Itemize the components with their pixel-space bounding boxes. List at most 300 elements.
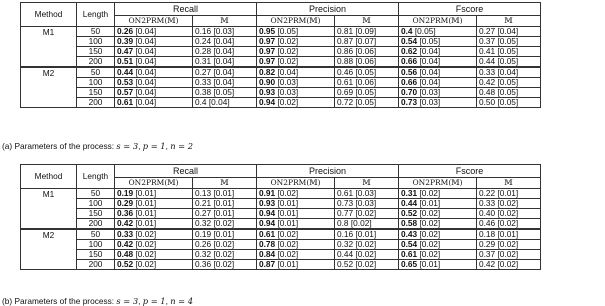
- value-cell: [257, 88, 335, 98]
- value-mean: 0.39: [117, 36, 134, 47]
- value-mean: 0.46: [479, 218, 496, 229]
- value-mean: 0.42: [117, 239, 134, 250]
- value-cell: [477, 37, 541, 47]
- value-sd: [0.05]: [497, 77, 519, 88]
- value-sd: [0.01]: [277, 259, 299, 270]
- value-cell: [399, 47, 477, 57]
- value-cell: [115, 260, 193, 270]
- value-cell: [115, 209, 193, 219]
- value-mean: 0.56: [401, 67, 418, 78]
- length-cell: 150: [77, 88, 115, 98]
- value-sd: [0.04]: [213, 56, 235, 67]
- value-mean: 0.27: [195, 208, 212, 219]
- table-row: [21, 88, 541, 98]
- value-sd: [0.04]: [135, 97, 157, 108]
- value-cell: [399, 260, 477, 270]
- value-mean: 0.44: [117, 67, 134, 78]
- value-sd: [0.04]: [135, 36, 157, 47]
- value-mean: 0.70: [401, 87, 418, 98]
- value-mean: 0.84: [259, 249, 276, 260]
- value-mean: 0.24: [195, 36, 212, 47]
- value-sd: [0.04]: [135, 87, 157, 98]
- value-mean: 0.26: [195, 239, 212, 250]
- table-row: [21, 78, 541, 88]
- value-sd: [0.05]: [497, 36, 519, 47]
- value-mean: 0.47: [117, 46, 134, 57]
- results-table-a: [20, 2, 541, 108]
- value-sd: [0.01]: [135, 218, 157, 229]
- value-cell: [115, 240, 193, 250]
- value-mean: 0.13: [195, 188, 212, 199]
- value-mean: 0.97: [259, 36, 276, 47]
- value-cell: [477, 57, 541, 68]
- value-sd: [0.02]: [350, 218, 372, 229]
- value-mean: 0.29: [479, 239, 496, 250]
- value-sd: [0.04]: [497, 67, 519, 78]
- value-cell: [399, 229, 477, 240]
- table-row: [21, 240, 541, 250]
- value-sd: [0.01]: [135, 208, 157, 219]
- header-row: [21, 165, 541, 178]
- value-sd: [0.06]: [355, 56, 377, 67]
- metric-group-header: Recall: [115, 3, 257, 16]
- model-subheader: 𝕄: [193, 16, 257, 27]
- value-cell: [193, 199, 257, 209]
- value-cell: [257, 240, 335, 250]
- value-cell: [335, 250, 399, 260]
- value-cell: [193, 57, 257, 68]
- length-cell: 100: [77, 78, 115, 88]
- table-row: [21, 37, 541, 47]
- method-cell: M2: [21, 67, 77, 108]
- value-cell: [335, 88, 399, 98]
- value-sd: [0.01]: [213, 188, 235, 199]
- value-cell: [477, 219, 541, 230]
- value-sd: [0.02]: [277, 239, 299, 250]
- value-sd: [0.02]: [419, 208, 441, 219]
- value-sd: [0.04]: [419, 56, 441, 67]
- length-cell: 50: [77, 67, 115, 78]
- caption-b-n: n = 4: [170, 296, 194, 306]
- value-mean: 0.33: [117, 229, 134, 240]
- value-mean: 0.66: [401, 56, 418, 67]
- value-cell: [477, 189, 541, 199]
- value-mean: 0.28: [195, 46, 212, 57]
- value-mean: 0.78: [259, 239, 276, 250]
- value-mean: 0.61: [117, 97, 134, 108]
- value-cell: [477, 78, 541, 88]
- value-sd: [0.02]: [277, 229, 299, 240]
- length-cell: 200: [77, 57, 115, 68]
- value-sd: [0.04]: [419, 77, 441, 88]
- value-sd: [0.02]: [135, 239, 157, 250]
- model-subheader: 𝕄: [477, 178, 541, 189]
- value-mean: 0.51: [117, 56, 134, 67]
- value-cell: [115, 189, 193, 199]
- table-row: [21, 27, 541, 37]
- table-row: [21, 199, 541, 209]
- value-cell: [257, 199, 335, 209]
- length-cell: 150: [77, 250, 115, 260]
- results-table-b: [20, 164, 541, 270]
- value-mean: 0.97: [259, 56, 276, 67]
- value-cell: [399, 189, 477, 199]
- value-sd: [0.01]: [277, 198, 299, 209]
- metric-group-header: Fscore: [399, 3, 541, 16]
- value-mean: 0.41: [479, 46, 496, 57]
- value-sd: [0.01]: [277, 208, 299, 219]
- value-cell: [477, 209, 541, 219]
- value-sd: [0.05]: [497, 46, 519, 57]
- value-sd: [0.01]: [135, 198, 157, 209]
- length-cell: 150: [77, 209, 115, 219]
- value-mean: 0.44: [337, 249, 354, 260]
- value-sd: [0.06]: [355, 46, 377, 57]
- value-cell: [257, 209, 335, 219]
- value-cell: [257, 78, 335, 88]
- value-sd: [0.01]: [497, 188, 519, 199]
- value-mean: 0.97: [259, 46, 276, 57]
- value-mean: 0.54: [401, 239, 418, 250]
- value-mean: 0.93: [259, 198, 276, 209]
- value-cell: [399, 209, 477, 219]
- value-cell: [399, 78, 477, 88]
- value-sd: [0.03]: [277, 77, 299, 88]
- value-mean: 0.77: [337, 208, 354, 219]
- value-mean: 0.48: [479, 87, 496, 98]
- value-mean: 0.65: [401, 259, 418, 270]
- value-mean: 0.18: [479, 229, 496, 240]
- caption-b-prefix: (b) Parameters of the process:: [2, 296, 117, 306]
- value-cell: [193, 88, 257, 98]
- model-subheader: 𝕄: [193, 178, 257, 189]
- value-sd: [0.02]: [213, 239, 235, 250]
- value-sd: [0.03]: [355, 188, 377, 199]
- caption-b-p: p = 1: [142, 296, 166, 306]
- value-sd: [0.04]: [135, 26, 157, 37]
- value-sd: [0.04]: [213, 36, 235, 47]
- value-cell: [335, 229, 399, 240]
- length-header: Length: [77, 165, 115, 189]
- value-sd: [0.02]: [419, 218, 441, 229]
- value-cell: [399, 57, 477, 68]
- value-sd: [0.04]: [135, 77, 157, 88]
- value-sd: [0.02]: [277, 97, 299, 108]
- value-cell: [399, 98, 477, 108]
- value-cell: [193, 37, 257, 47]
- value-cell: [257, 250, 335, 260]
- value-sd: [0.04]: [277, 67, 299, 78]
- value-cell: [257, 260, 335, 270]
- value-mean: 0.19: [195, 229, 212, 240]
- value-cell: [399, 88, 477, 98]
- model-subheader: 𝕄: [477, 16, 541, 27]
- value-sd: [0.04]: [208, 97, 230, 108]
- value-sd: [0.02]: [277, 56, 299, 67]
- value-mean: 0.4: [401, 26, 413, 37]
- value-cell: [115, 67, 193, 78]
- table-row: [21, 67, 541, 78]
- value-sd: [0.03]: [419, 87, 441, 98]
- value-sd: [0.05]: [497, 87, 519, 98]
- value-mean: 0.33: [479, 67, 496, 78]
- value-sd: [0.04]: [419, 46, 441, 57]
- value-sd: [0.07]: [355, 36, 377, 47]
- value-sd: [0.05]: [277, 26, 299, 37]
- table-row: [21, 229, 541, 240]
- value-mean: 0.48: [117, 249, 134, 260]
- value-mean: 0.37: [479, 249, 496, 260]
- value-sd: [0.02]: [419, 229, 441, 240]
- value-sd: [0.02]: [355, 249, 377, 260]
- value-mean: 0.52: [337, 259, 354, 270]
- value-cell: [257, 98, 335, 108]
- value-cell: [193, 67, 257, 78]
- length-cell: 150: [77, 47, 115, 57]
- value-mean: 0.32: [195, 249, 212, 260]
- value-sd: [0.04]: [213, 77, 235, 88]
- value-cell: [335, 209, 399, 219]
- value-mean: 0.54: [401, 36, 418, 47]
- method-cell: M1: [21, 27, 77, 68]
- value-sd: [0.02]: [497, 218, 519, 229]
- value-cell: [115, 250, 193, 260]
- value-mean: 0.95: [259, 26, 276, 37]
- value-mean: 0.58: [401, 218, 418, 229]
- value-mean: 0.27: [195, 67, 212, 78]
- value-mean: 0.22: [479, 188, 496, 199]
- caption-a-n: n = 2: [170, 141, 194, 151]
- value-sd: [0.02]: [277, 249, 299, 260]
- value-sd: [0.03]: [355, 198, 377, 209]
- value-mean: 0.50: [479, 97, 496, 108]
- value-cell: [193, 189, 257, 199]
- value-cell: [477, 260, 541, 270]
- value-sd: [0.03]: [419, 97, 441, 108]
- value-cell: [193, 260, 257, 270]
- value-mean: 0.42: [117, 218, 134, 229]
- value-mean: 0.62: [401, 46, 418, 57]
- value-mean: 0.91: [259, 188, 276, 199]
- table-row: [21, 98, 541, 108]
- value-cell: [335, 37, 399, 47]
- method-cell: M2: [21, 229, 77, 270]
- value-sd: [0.05]: [355, 67, 377, 78]
- value-sd: [0.02]: [277, 36, 299, 47]
- value-cell: [257, 57, 335, 68]
- value-mean: 0.57: [117, 87, 134, 98]
- length-cell: 50: [77, 189, 115, 199]
- value-sd: [0.02]: [497, 208, 519, 219]
- length-cell: 200: [77, 260, 115, 270]
- model-subheader: ON2PRM(𝕄): [257, 16, 335, 27]
- value-sd: [0.05]: [355, 87, 377, 98]
- value-mean: 0.16: [337, 229, 354, 240]
- value-sd: [0.04]: [135, 46, 157, 57]
- value-cell: [335, 27, 399, 37]
- value-sd: [0.01]: [355, 229, 377, 240]
- value-mean: 0.19: [117, 188, 134, 199]
- value-cell: [477, 229, 541, 240]
- value-cell: [477, 47, 541, 57]
- table-row: [21, 57, 541, 68]
- value-cell: [257, 27, 335, 37]
- value-mean: 0.87: [337, 36, 354, 47]
- model-subheader: ON2PRM(𝕄): [115, 16, 193, 27]
- value-cell: [115, 88, 193, 98]
- length-cell: 200: [77, 98, 115, 108]
- value-sd: [0.04]: [213, 67, 235, 78]
- value-mean: 0.88: [337, 56, 354, 67]
- value-mean: 0.42: [479, 77, 496, 88]
- value-mean: 0.33: [479, 198, 496, 209]
- metric-group-header: Fscore: [399, 165, 541, 178]
- length-cell: 50: [77, 27, 115, 37]
- value-mean: 0.36: [195, 259, 212, 270]
- metric-group-header: Recall: [115, 165, 257, 178]
- value-mean: 0.53: [117, 77, 134, 88]
- value-mean: 0.42: [479, 259, 496, 270]
- value-cell: [193, 219, 257, 230]
- value-cell: [399, 240, 477, 250]
- value-cell: [399, 199, 477, 209]
- value-mean: 0.44: [401, 198, 418, 209]
- method-header: Method: [21, 3, 77, 27]
- value-sd: [0.05]: [497, 97, 519, 108]
- value-sd: [0.05]: [213, 87, 235, 98]
- value-sd: [0.09]: [355, 26, 377, 37]
- length-header: Length: [77, 3, 115, 27]
- value-mean: 0.90: [259, 77, 276, 88]
- value-sd: [0.01]: [213, 208, 235, 219]
- value-cell: [257, 47, 335, 57]
- value-cell: [477, 67, 541, 78]
- value-cell: [193, 27, 257, 37]
- value-sd: [0.05]: [419, 36, 441, 47]
- value-cell: [257, 67, 335, 78]
- value-mean: 0.32: [337, 239, 354, 250]
- model-subheader: ON2PRM(𝕄): [257, 178, 335, 189]
- value-cell: [193, 250, 257, 260]
- value-mean: 0.33: [195, 77, 212, 88]
- value-cell: [477, 88, 541, 98]
- value-sd: [0.02]: [135, 249, 157, 260]
- value-cell: [335, 57, 399, 68]
- value-sd: [0.02]: [213, 218, 235, 229]
- value-cell: [399, 250, 477, 260]
- value-cell: [335, 240, 399, 250]
- value-sd: [0.02]: [277, 46, 299, 57]
- value-mean: 0.52: [117, 259, 134, 270]
- value-sd: [0.01]: [419, 259, 441, 270]
- value-mean: 0.94: [259, 97, 276, 108]
- value-mean: 0.8: [337, 218, 349, 229]
- value-sd: [0.02]: [497, 239, 519, 250]
- value-mean: 0.69: [337, 87, 354, 98]
- value-cell: [335, 78, 399, 88]
- value-mean: 0.38: [195, 87, 212, 98]
- value-cell: [335, 47, 399, 57]
- value-mean: 0.29: [117, 198, 134, 209]
- value-cell: [477, 199, 541, 209]
- value-sd: [0.05]: [355, 97, 377, 108]
- value-mean: 0.4: [195, 97, 207, 108]
- table-row: [21, 47, 541, 57]
- value-mean: 0.72: [337, 97, 354, 108]
- caption-a: (a) Parameters of the process: s = 3, p = 1, n = 2: [2, 141, 194, 151]
- table-row: [21, 250, 541, 260]
- value-cell: [477, 98, 541, 108]
- model-subheader: 𝕄: [335, 178, 399, 189]
- value-cell: [115, 229, 193, 240]
- value-mean: 0.93: [259, 87, 276, 98]
- value-sd: [0.01]: [213, 229, 235, 240]
- value-cell: [193, 98, 257, 108]
- value-cell: [115, 37, 193, 47]
- value-cell: [193, 209, 257, 219]
- value-sd: [0.02]: [419, 239, 441, 250]
- value-sd: [0.02]: [419, 249, 441, 260]
- value-cell: [193, 229, 257, 240]
- value-cell: [193, 78, 257, 88]
- value-cell: [477, 27, 541, 37]
- value-mean: 0.36: [117, 208, 134, 219]
- caption-a-s: s = 3: [116, 141, 139, 151]
- value-mean: 0.31: [195, 56, 212, 67]
- value-cell: [257, 229, 335, 240]
- value-sd: [0.05]: [497, 56, 519, 67]
- value-cell: [115, 47, 193, 57]
- value-sd: [0.04]: [419, 67, 441, 78]
- caption-a-prefix: (a) Parameters of the process:: [2, 141, 117, 151]
- length-cell: 100: [77, 37, 115, 47]
- value-mean: 0.61: [259, 229, 276, 240]
- value-cell: [115, 27, 193, 37]
- value-mean: 0.16: [195, 26, 212, 37]
- value-cell: [257, 189, 335, 199]
- value-cell: [399, 37, 477, 47]
- value-mean: 0.94: [259, 208, 276, 219]
- value-sd: [0.04]: [213, 46, 235, 57]
- length-cell: 100: [77, 199, 115, 209]
- value-mean: 0.73: [337, 198, 354, 209]
- caption-b: (b) Parameters of the process: s = 3, p = 1, n = 4: [2, 296, 194, 306]
- value-cell: [399, 27, 477, 37]
- value-sd: [0.04]: [135, 67, 157, 78]
- value-mean: 0.86: [337, 46, 354, 57]
- value-mean: 0.82: [259, 67, 276, 78]
- value-mean: 0.31: [401, 188, 418, 199]
- value-mean: 0.44: [479, 56, 496, 67]
- value-cell: [399, 219, 477, 230]
- value-cell: [115, 199, 193, 209]
- value-mean: 0.52: [401, 208, 418, 219]
- value-cell: [257, 37, 335, 47]
- model-subheader: ON2PRM(𝕄): [399, 16, 477, 27]
- value-sd: [0.02]: [355, 208, 377, 219]
- value-cell: [477, 250, 541, 260]
- value-mean: 0.26: [117, 26, 134, 37]
- value-sd: [0.04]: [135, 56, 157, 67]
- metric-group-header: Precision: [257, 3, 399, 16]
- value-sd: [0.02]: [497, 259, 519, 270]
- value-mean: 0.40: [479, 208, 496, 219]
- value-mean: 0.61: [337, 77, 354, 88]
- value-mean: 0.32: [195, 218, 212, 229]
- value-cell: [335, 98, 399, 108]
- value-cell: [115, 219, 193, 230]
- value-cell: [115, 98, 193, 108]
